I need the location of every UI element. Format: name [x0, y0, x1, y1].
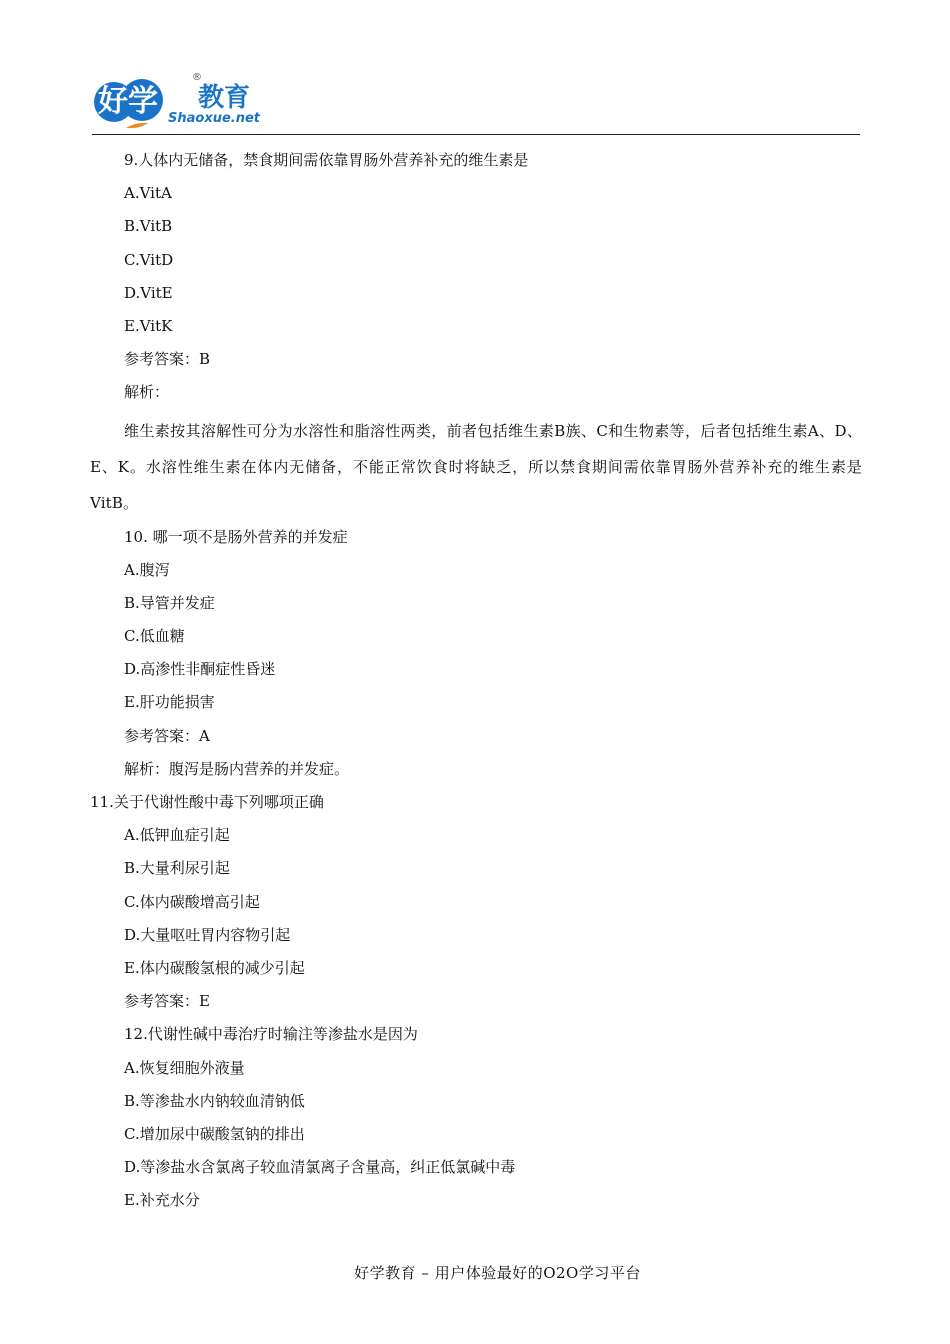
question-12-option-d: D.等渗盐水含氯离子较血清氯离子含量高，纠正低氯碱中毒 — [124, 1158, 516, 1177]
question-10-option-e: E.肝功能损害 — [124, 693, 215, 712]
question-12-option-b: B.等渗盐水内钠较血清钠低 — [124, 1091, 305, 1110]
footer-text: 好学教育 – 用户体验最好的O2O学习平台 — [354, 1264, 641, 1282]
question-11-option-a: A.低钾血症引起 — [124, 826, 230, 845]
question-9-option-d: D.VitE — [124, 283, 173, 302]
question-11-option-d: D.大量呕吐胃内容物引起 — [124, 925, 291, 944]
page-footer — [0, 1262, 950, 1283]
logo-swoosh — [126, 123, 148, 128]
question-10-option-b: B.导管并发症 — [124, 593, 215, 612]
question-11-stem: 11.关于代谢性酸中毒下列哪项正确 — [90, 793, 324, 811]
question-11-option-b: B.大量利尿引起 — [124, 859, 230, 878]
logo-registered-mark: ® — [192, 72, 202, 83]
question-9-analysis: 维生素按其溶解性可分为水溶性和脂溶性两类，前者包括维生素B族、C和生物素等，后者包括维生素A、D、E、K。水溶性维生素在体内无储备，不能正常饮食时将缺乏，所以禁食期间需依靠胃肠外营养补充的维生素是VitB。 — [90, 421, 862, 512]
question-9-analysis-label: 解析： — [124, 383, 170, 402]
question-9-answer: 参考答案：B — [124, 350, 211, 369]
question-12-stem: 12.代谢性碱中毒治疗时输注等渗盐水是因为 — [124, 1025, 418, 1044]
question-12-option-c: C.增加尿中碳酸氢钠的排出 — [124, 1124, 305, 1143]
question-11-answer: 参考答案：E — [124, 992, 210, 1011]
question-9-option-c: C.VitD — [124, 250, 174, 269]
question-9-option-a: A.VitA — [124, 184, 172, 203]
question-10-option-d: D.高渗性非酮症性昏迷 — [124, 660, 276, 679]
logo-domain-text: Shaoxue.net — [168, 111, 261, 126]
question-10-analysis: 解析：腹泻是肠内营养的并发症。 — [124, 759, 350, 778]
haoxue-logo — [92, 66, 292, 134]
question-12-option-e: E.补充水分 — [124, 1191, 200, 1210]
question-10-answer: 参考答案：A — [124, 726, 210, 745]
question-9-stem: 9.人体内无储备，禁食期间需依靠胃肠外营养补充的维生素是 — [124, 151, 529, 169]
question-11-option-c: C.体内碳酸增高引起 — [124, 892, 260, 911]
logo-sub-text: 教育 — [198, 83, 251, 113]
question-12-option-a: A.恢复细胞外液量 — [124, 1058, 245, 1077]
logo-main-text: 好学 — [98, 84, 158, 119]
question-content — [90, 147, 862, 1220]
question-10-option-a: A.腹泻 — [124, 560, 170, 579]
page-header — [92, 66, 860, 138]
header-rule — [92, 134, 860, 135]
question-9-option-e: E.VitK — [124, 316, 173, 335]
question-11-option-e: E.体内碳酸氢根的减少引起 — [124, 958, 305, 977]
question-10-option-c: C.低血糖 — [124, 627, 185, 646]
question-9-option-b: B.VitB — [124, 217, 173, 236]
question-10-stem: 10. 哪一项不是肠外营养的并发症 — [124, 527, 348, 546]
